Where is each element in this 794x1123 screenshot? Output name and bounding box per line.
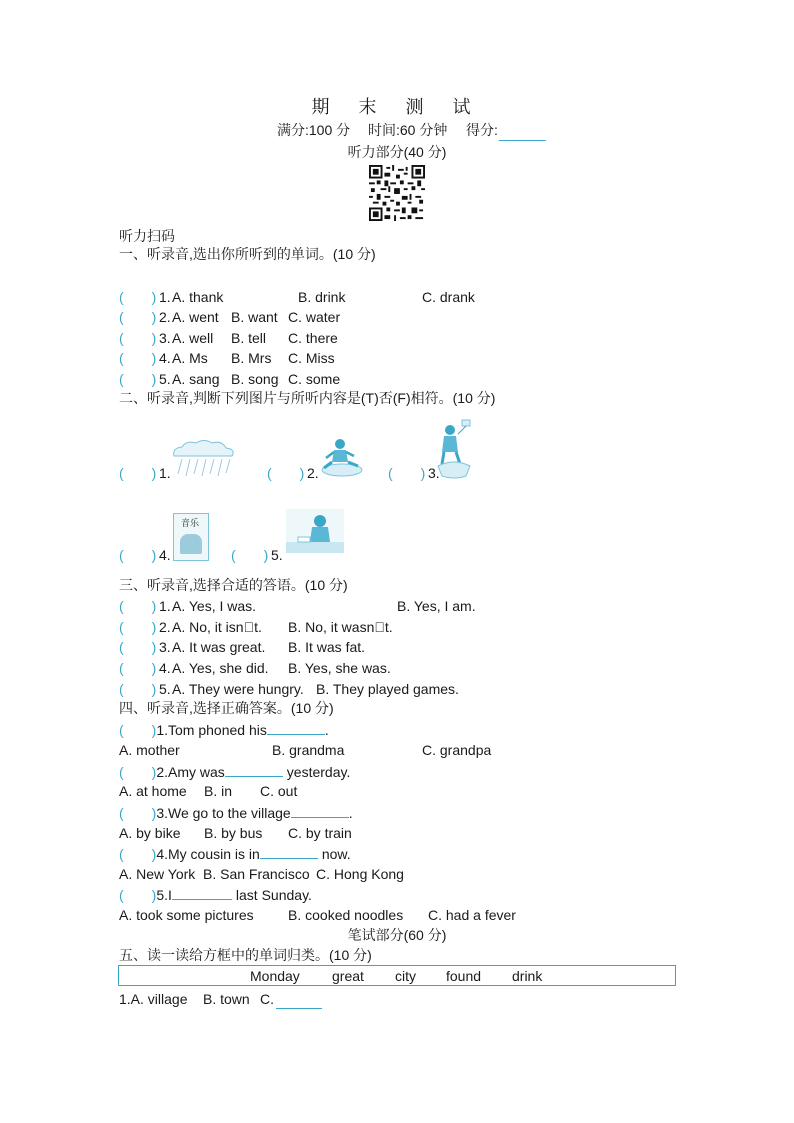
option-a: 1.A. village: [119, 991, 188, 1007]
option-b: B. town: [203, 991, 250, 1007]
question-line: [119, 720, 329, 739]
question-number: 5.: [159, 371, 171, 387]
listening-header: 听力部分(40 分): [347, 144, 447, 160]
answer-paren[interactable]: ( ): [267, 465, 305, 481]
option-b: B. cooked noodles: [288, 907, 404, 923]
answer-paren[interactable]: ( ): [119, 887, 157, 903]
question-number: 2.: [307, 465, 319, 481]
word-item: city: [395, 968, 416, 984]
option-a: A. thank: [172, 289, 224, 305]
question-prompt: 4.My cousin is in: [156, 846, 260, 862]
answer-blank[interactable]: [291, 803, 349, 818]
question-line: [119, 803, 353, 822]
answer-blank[interactable]: [260, 844, 318, 859]
option-b: B. grandma: [272, 742, 345, 758]
question-number: 5.: [159, 681, 171, 697]
option-b: B. No, it wasn t.: [288, 619, 393, 635]
question-line: [119, 844, 351, 863]
answer-paren[interactable]: ( ): [119, 846, 157, 862]
answer-blank[interactable]: [276, 994, 322, 1009]
option-a: A. They were hungry.: [172, 681, 304, 697]
option-a: A. Ms: [172, 350, 208, 366]
question-number: 1.: [159, 598, 171, 614]
option-b: B. They played games.: [316, 681, 459, 697]
scan-label: 听力扫码: [119, 228, 175, 244]
question-prompt: 2.Amy was: [156, 764, 225, 780]
answer-blank[interactable]: [172, 885, 232, 900]
option-b: B. San Francisco: [203, 866, 310, 882]
option-b: B. in: [204, 783, 233, 799]
question-suffix: yesterday.: [286, 764, 351, 780]
question-prompt: 3.We go to the village: [156, 805, 291, 821]
word-item: found: [446, 968, 482, 984]
option-c: C. out: [260, 783, 298, 799]
question-number: 3.: [159, 639, 171, 655]
rain-cloud-icon: [170, 438, 238, 478]
option-a: A. well: [172, 330, 214, 346]
option-c: C. by train: [288, 825, 352, 841]
option-b: B. drink: [298, 289, 346, 305]
question-number: 5.: [271, 547, 283, 563]
option-c: C. water: [288, 309, 341, 325]
answer-paren[interactable]: ( ): [119, 619, 157, 635]
question-prompt: 1.Tom phoned his: [156, 722, 267, 738]
option-a: A. went: [172, 309, 219, 325]
option-c: C. there: [288, 330, 338, 346]
answer-paren[interactable]: ( ): [119, 722, 157, 738]
option-c: C. some: [288, 371, 341, 387]
option-c: C. drank: [422, 289, 475, 305]
word-box: [118, 965, 676, 986]
answer-paren[interactable]: ( ): [119, 660, 157, 676]
answer-paren[interactable]: ( ): [119, 309, 157, 325]
answer-paren[interactable]: ( ): [119, 289, 157, 305]
option-a: A. by bike: [119, 825, 181, 841]
option-b: B. It was fat.: [288, 639, 366, 655]
option-c: C. grandpa: [422, 742, 492, 758]
question-number: 4.: [159, 547, 171, 563]
option-b: B. want: [231, 309, 278, 325]
answer-paren[interactable]: ( ): [119, 371, 157, 387]
answer-paren[interactable]: ( ): [119, 465, 157, 481]
answer-paren[interactable]: ( ): [119, 350, 157, 366]
answer-paren[interactable]: ( ): [119, 681, 157, 697]
section-4-heading: 四、听录音,选择正确答案。(10 分): [119, 700, 334, 716]
question-number: 2.: [159, 619, 171, 635]
answer-paren[interactable]: ( ): [119, 805, 157, 821]
boy-bucket-icon: [436, 418, 474, 480]
girl-phone-icon: [286, 509, 344, 553]
question-number: 3.: [159, 330, 171, 346]
music-book-icon: [173, 513, 209, 561]
option-c: C.: [260, 991, 274, 1007]
option-b: B. Mrs: [231, 350, 272, 366]
option-c: C. Hong Kong: [316, 866, 404, 882]
option-a: A. New York: [119, 866, 196, 882]
question-number: 4.: [159, 660, 171, 676]
section-3-heading: 三、听录音,选择合适的答语。(10 分): [119, 577, 348, 593]
question-prompt: 5.I: [156, 887, 172, 903]
answer-blank[interactable]: [225, 762, 283, 777]
option-c: C. had a fever: [428, 907, 516, 923]
answer-paren[interactable]: ( ): [119, 639, 157, 655]
written-header: 笔试部分(60 分): [347, 927, 447, 943]
qr-code-icon[interactable]: [369, 165, 425, 221]
answer-paren[interactable]: ( ): [119, 764, 157, 780]
section-5-heading: 五、读一读给方框中的单词归类。(10 分): [119, 947, 372, 963]
full-marks: 满分:100 分: [277, 122, 351, 138]
book-cover-art: [180, 534, 202, 554]
option-a: A. took some pictures: [119, 907, 254, 923]
option-a: A. No, it isn t.: [172, 619, 262, 635]
option-a: A. mother: [119, 742, 180, 758]
question-number: 2.: [159, 309, 171, 325]
question-number: 1.: [159, 289, 171, 305]
time-limit: 时间:60 分钟: [368, 122, 448, 138]
question-suffix: .: [324, 722, 329, 738]
option-b: B. tell: [231, 330, 267, 346]
answer-paren[interactable]: ( ): [119, 330, 157, 346]
score-blank[interactable]: [499, 125, 546, 141]
question-number: 1.: [159, 465, 171, 481]
option-a: A. Yes, I was.: [172, 598, 257, 614]
book-title: 音乐: [181, 518, 200, 528]
word-item: drink: [512, 968, 543, 984]
option-b: B. Yes, she was.: [288, 660, 391, 676]
answer-blank[interactable]: [267, 720, 325, 735]
word-item: great: [332, 968, 364, 984]
option-c: C. Miss: [288, 350, 335, 366]
option-b: B. Yes, I am.: [397, 598, 476, 614]
skating-child-icon: [318, 436, 364, 478]
question-number: 4.: [159, 350, 171, 366]
question-number: 3.: [428, 465, 440, 481]
question-suffix: now.: [321, 846, 351, 862]
section-2-heading: 二、听录音,判断下列图片与所听内容是(T)否(F)相符。(10 分): [119, 390, 496, 406]
section-1-heading: 一、听录音,选出你所听到的单词。(10 分): [119, 246, 376, 262]
word-item: Monday: [250, 968, 300, 984]
option-a: A. It was great.: [172, 639, 266, 655]
question-line: [119, 762, 350, 781]
option-b: B. song: [231, 371, 279, 387]
question-suffix: last Sunday.: [235, 887, 312, 903]
option-a: A. Yes, she did.: [172, 660, 269, 676]
answer-paren[interactable]: ( ): [119, 598, 157, 614]
option-a: A. at home: [119, 783, 187, 799]
option-a: A. sang: [172, 371, 220, 387]
option-b: B. by bus: [204, 825, 263, 841]
question-line: [119, 885, 312, 904]
question-suffix: .: [348, 805, 353, 821]
score-label: 得分:: [466, 122, 498, 138]
page-title: 期 末 测 试: [311, 97, 483, 117]
answer-paren[interactable]: ( ): [388, 465, 426, 481]
answer-paren[interactable]: ( ): [231, 547, 269, 563]
answer-paren[interactable]: ( ): [119, 547, 157, 563]
